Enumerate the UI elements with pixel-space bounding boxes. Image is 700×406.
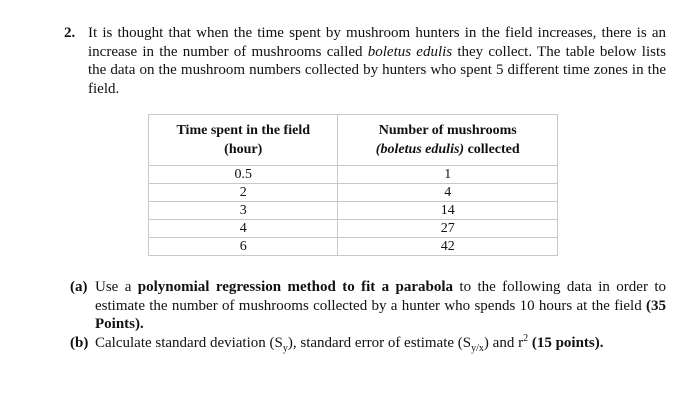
part-a-bold1: polynomial regression method to fit a parabola (137, 279, 454, 295)
part-b-sub-yx: y/x (471, 342, 484, 354)
cell-time: 3 (149, 202, 338, 220)
table-header-row (149, 115, 558, 166)
table-row (149, 220, 558, 238)
part-a-label: (a) (70, 279, 88, 295)
question-number: 2. (64, 25, 76, 41)
part-b (70, 334, 666, 353)
part-b-sup-2: 2 (523, 332, 529, 344)
part-a (70, 278, 666, 334)
mushroom-data-table (148, 114, 558, 256)
species-name: boletus edulis (367, 43, 453, 60)
question-block (64, 24, 666, 98)
part-b-text2: ), standard error of estimate (S (287, 334, 472, 351)
cell-time: 4 (149, 220, 338, 238)
cell-count: 4 (338, 184, 558, 202)
header-count-rest: collected (464, 142, 520, 157)
header-time-spent (149, 115, 338, 166)
part-b-points: (15 points). (531, 334, 604, 351)
cell-time: 2 (149, 184, 338, 202)
table-row (149, 238, 558, 256)
part-a-points: (35 Points). (95, 297, 666, 332)
cell-count: 14 (338, 202, 558, 220)
question-text (88, 24, 666, 98)
part-b-text1: Calculate standard deviation (S (95, 334, 283, 351)
part-a-text2: to the following data in order to estimate the number of mushrooms collected by a hunter who spends 10 hours at the field (95, 279, 667, 314)
cell-time: 6 (149, 238, 338, 256)
question-text-after: they collect. The table below lists the data on the mushroom numbers collected by hunters who spent 5 different time zones in the field. (88, 43, 666, 97)
table-row (149, 202, 558, 220)
cell-count: 27 (338, 220, 558, 238)
cell-count: 1 (338, 166, 558, 184)
table-row (149, 166, 558, 184)
part-b-text3: ) and r (483, 334, 524, 351)
part-a-text1: Use a (95, 279, 138, 295)
question-text-before: It is thought that when the time spent by mushroom hunters in the field increases, there is an increase in the number of mushrooms called (88, 25, 666, 60)
part-b-sub-y: y (282, 342, 288, 354)
header-time-line1: Time spent in the field (176, 123, 310, 138)
cell-time: 0.5 (149, 166, 338, 184)
header-count-line1: Number of mushrooms (378, 123, 517, 138)
header-time-line2: (hour) (224, 142, 263, 157)
header-mushroom-count (338, 115, 558, 166)
header-count-species: (boletus edulis) (375, 142, 465, 157)
table-row (149, 184, 558, 202)
cell-count: 42 (338, 238, 558, 256)
part-b-label: (b) (70, 334, 89, 351)
sub-questions (70, 278, 666, 352)
